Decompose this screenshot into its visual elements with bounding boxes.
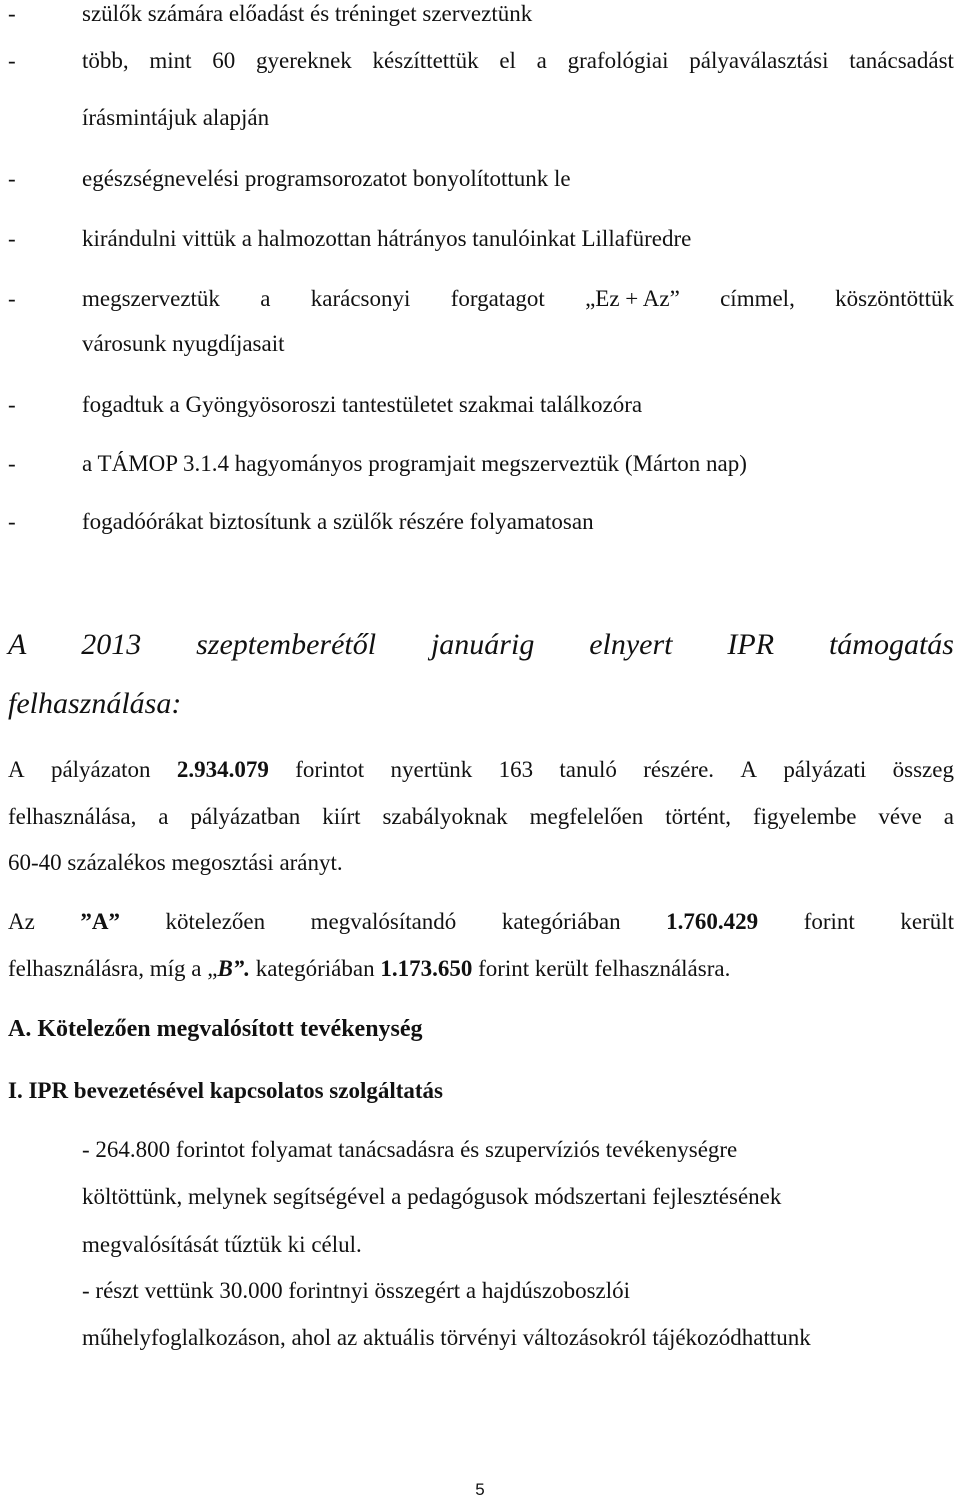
word: kiírt [322,804,361,829]
word: a [158,804,169,829]
word: januárig [430,628,535,661]
bullet-text: városunk nyugdíjasait [82,331,285,356]
word: történt, [665,804,732,829]
bullet-dash: - [8,1,16,26]
category-label: ”A” [80,909,120,934]
word: el [499,48,516,73]
word: 163 [498,757,534,782]
word: figyelembe [752,804,857,829]
word: karácsonyi [310,286,411,311]
word: készíttettük [372,48,479,73]
word: összeg [892,757,954,782]
word: gyereknek [256,48,352,73]
word: címmel, [720,286,795,311]
word: IPR [727,628,775,661]
word: A [740,757,757,782]
word: elnyert [589,628,673,661]
amount: 1.173.650 [380,956,473,981]
amount: 2.934.079 [176,757,269,782]
heading-text: I. IPR bevezetésével kapcsolatos szolgáltatás [8,1078,444,1103]
word: forintot [295,757,365,782]
word: kategóriában [501,909,621,934]
text-run: forint került felhasználásra. [472,956,731,981]
bullet-dash: - [8,286,16,311]
bullet-dash: - [8,509,16,534]
justified-line [8,756,954,784]
word: A [8,757,25,782]
amount: 1.760.429 [666,909,759,934]
word: mint [149,48,192,73]
word: kötelezően [165,909,266,934]
word: tanuló [559,757,617,782]
bullet-text: fogadtuk a Gyöngyösoroszi tantestületet szakmai találkozóra [82,392,643,417]
heading-text: felhasználása: [8,687,182,720]
word: szabályoknak [382,804,508,829]
word: 60 [212,48,236,73]
word: támogatás [828,628,954,661]
word: forgatagot [450,286,545,311]
bullet-text: kirándulni vittük a halmozottan hátrányos tanulóinkat Lillafüredre [82,226,692,251]
page-number: 5 [475,1480,485,1499]
bullet-dash: - [8,166,16,191]
word: pályázaton [50,757,151,782]
word: felhasználása, [8,804,137,829]
word: szeptemberétől [196,628,377,661]
word: megvalósítandó [310,909,457,934]
word: a [536,48,547,73]
bullet-text: egészségnevelési programsorozatot bonyolítottunk le [82,166,571,191]
bullet-text: írásmintájuk alapján [82,105,270,130]
word: véve [878,804,922,829]
item-text: műhelyfoglalkozáson, ahol az aktuális törvényi változásokról tájékozódhattunk [82,1325,811,1350]
item-text: - részt vettünk 30.000 forintnyi összegért a hajdúszoboszlói [82,1278,631,1303]
word: megfelelően [529,804,644,829]
word: „Ez + Az” [585,286,680,311]
bullet-text-justified [82,47,954,75]
category-label: B”. [217,956,251,981]
item-text: - 264.800 forintot folyamat tanácsadásra és szupervíziós tevékenységre [82,1137,738,1162]
word: részére. [643,757,715,782]
bullet-dash: - [8,226,16,251]
word: nyertünk [390,757,473,782]
word: A [8,628,27,661]
word: a [943,804,954,829]
word: grafológiai [567,48,669,73]
bullet-text: szülők számára előadást és tréninget szerveztünk [82,1,533,26]
word: tanácsadást [849,48,954,73]
word: került [900,909,954,934]
bullet-text: a TÁMOP 3.1.4 hagyományos programjait megszerveztük (Márton nap) [82,451,747,476]
text-run: kategóriában [250,956,381,981]
heading-text: A. Kötelezően megvalósított tevékenység [8,1016,423,1042]
word: köszöntöttük [835,286,954,311]
bullet-dash: - [8,392,16,417]
word: pályázati [783,757,867,782]
word: a [260,286,271,311]
justified-line [8,803,954,831]
word: 2013 [81,628,142,661]
word: pályázatban [190,804,301,829]
text-run: felhasználásra, míg a „ [8,956,218,981]
item-text: költöttünk, melynek segítségével a pedagógusok módszertani fejlesztésének [82,1184,782,1209]
item-text: megvalósítását tűztük ki célul. [82,1232,362,1257]
bullet-dash: - [8,48,16,73]
paragraph-text [8,955,730,983]
word: megszerveztük [82,286,220,311]
ipr-heading-line1 [8,627,954,663]
word: Az [8,909,35,934]
bullet-text: fogadóórákat biztosítunk a szülők részére folyamatosan [82,509,594,534]
paragraph-text: 60-40 százalékos megosztási arányt. [8,850,343,875]
bullet-dash: - [8,451,16,476]
justified-line [8,908,954,936]
word: forint [803,909,855,934]
word: pályaválasztási [689,48,829,73]
bullet-text-justified [82,285,954,313]
word: több, [82,48,129,73]
